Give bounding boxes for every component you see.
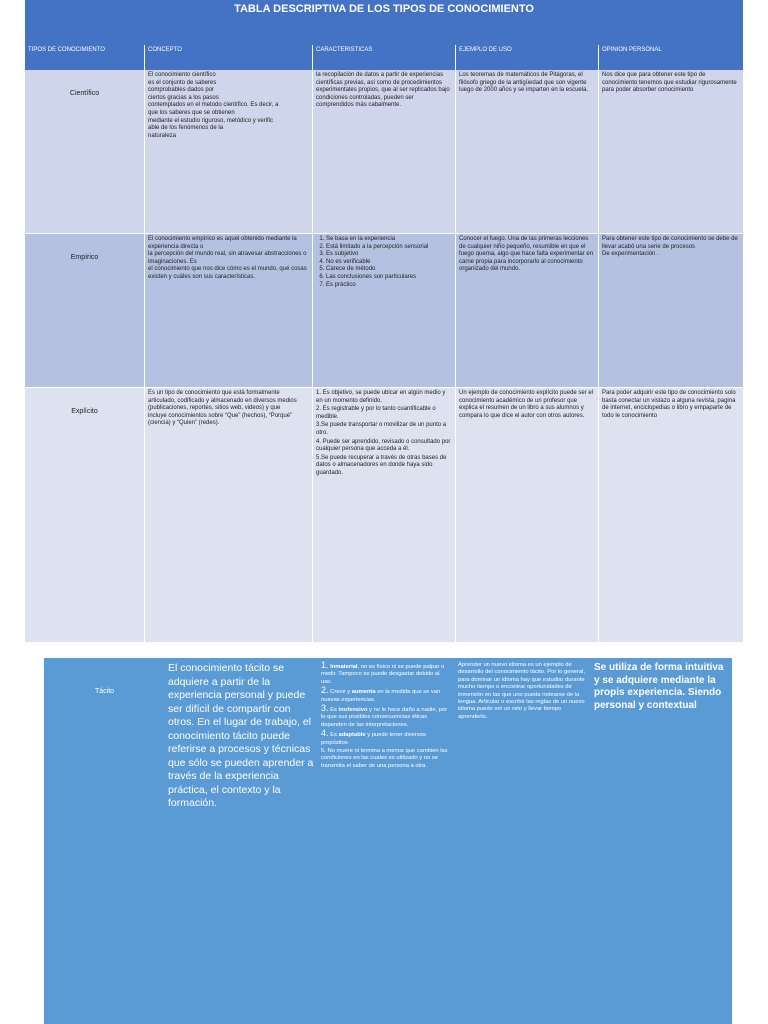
- opinion-tacito: Se utiliza de forma intuitiva y se adquiere mediante la propis experiencia. Siendo personal y contextual: [594, 662, 724, 711]
- opinion-cientifico: Nos dice que para obtener este tipo de conocimiento tenemos que estudiar rigurosamente para poder absorber conocimiento: [599, 70, 743, 234]
- list-item: 4. Es adaptable y puede tener diversos propósitos: [321, 728, 426, 746]
- list-item: 5. No muere ni termina a menos que cambien las condiciones en las cuales es utilizado y no se transmita el saber de una persona a otra.: [321, 748, 448, 769]
- list-item: 1. Es objetivo, se puede ubicar en algún medio y en un momento definido.: [316, 390, 446, 404]
- concepto-cientifico: El conocimiento científico es el conjunto de saberes comprobables dados por ciertos gracias a los pasos contemplados en el metodo científico. Es decir, a que los saberes que se obtienen mediante el estudio riguroso, metódico y verific able de los fenómenos de la naturaleza: [145, 70, 313, 234]
- type-label-empirico: Empírico: [25, 234, 145, 388]
- header-caracteristicas: CARACTERISTICAS: [313, 45, 456, 70]
- caracteristicas-tacito: [318, 658, 455, 1024]
- table-row-explicito: [25, 388, 743, 642]
- ejemplo-tacito: Aprender un nuevo idioma es un ejemplo de desarrollo del conocimiento tácito. Por lo general, para dominar un idioma hay que estudiar durante mucho tiempo o encontrar oportunidades de inmersión en las que uno pueda rodearse de la lengua. Articular o escribir las reglas de un nuevo idioma puede ser un reto y llevar tiempo aprenderlo.: [458, 662, 585, 720]
- opinion-explicito: Para poder adquirir este tipo de conocimiento solo basta conectar un vistazo a alguna revista, pagina de internet, enciclopedias o libro y empaparte de todo le conocimiento: [599, 388, 743, 642]
- caracteristicas-empirico-list: [316, 236, 452, 289]
- opinion-empirico: Para obtener este tipo de conocimiento se debe de llevar acabó una serie de procesos De experimentación .: [599, 234, 743, 388]
- table-title: TABLA DESCRIPTIVA DE LOS TIPOS DE CONOCIMIENTO: [25, 0, 743, 45]
- list-item: 2. Está limitado a la percepción sensorial: [326, 244, 452, 252]
- ejemplo-explicito: Un ejemplo de conocimiento explícito puede ser el conocimiento académico de un profesor que explica el resumen de un libro a sus alumnos y compara lo que dice el autor con otros autores.: [456, 388, 599, 642]
- list-item: 7. Es práctico: [326, 282, 452, 290]
- header-tipos: TIPOS DE CONOCIMIENTO: [25, 45, 145, 70]
- table-row-empirico: [25, 234, 743, 388]
- concepto-tacito: El conocimiento tácito se adquiere a partir de la experiencia personal y puede ser difícil de compartir con otros. En el lugar de trabajo, el conocimiento tácito puede referirse a procesos y técnicas que sólo se pueden aprender a través de la experiencia práctica, el contexto y la formación.: [168, 662, 314, 809]
- table-row-cientifico: [25, 70, 743, 234]
- type-label-tacito: Tácito: [94, 688, 115, 695]
- header-concepto: CONCEPTO: [145, 45, 313, 70]
- ejemplo-empirico: Conocer el fuego. Una de las primeras lecciones de cualquier niño pequeño, resumible en que el fuego quema, algo que hace falta experimentar en carne propia para incorporarlo al conocimiento organizado del mundo.: [456, 234, 599, 388]
- knowledge-table: [25, 0, 743, 642]
- type-label-explicito: Explícito: [25, 388, 145, 642]
- concepto-explicito: Es un tipo de conocimiento que está formalmente articulado, codificado y almacenado en diversos medios (publicaciones, reportes, sitios web, videos) y que incluye conocimientos sobre “Que” (hechos), “Porqué” (ciencia) y “Quien” (redes).: [145, 388, 313, 642]
- list-item: 1. Se basa en la experiencia: [326, 236, 452, 244]
- ejemplo-cientifico: Los teoremas de matemáticos de Pitágoras, el filósofo griego de la antigüedad que son vigente luego de 2000 años y se imparten en la escuela.: [456, 70, 599, 234]
- list-item: 3. Es subjetivo: [326, 251, 452, 259]
- concepto-empirico: El conocimiento empírico es aquel obtenido mediante la experiencia directa o la percepción del mundo real, sin atravesar abstracciones o imaginaciones. Es el conocimiento que nos dice cómo es el mundo, qué cosas existen y cuáles son sus características.: [145, 234, 313, 388]
- list-item: 3. Es inofensivo y no le hace daño a nadie, por lo que sus posibles consecuencias éticas dependen de las interpretaciones.: [321, 703, 448, 728]
- list-item: 2. Crece y aumenta en la medida que se van nuevas experiencias.: [321, 685, 441, 703]
- header-ejemplo: EJEMPLO DE USO: [456, 45, 599, 70]
- list-item: 5. Carece de método: [326, 266, 452, 274]
- tacito-table: [44, 658, 732, 1024]
- list-item: 1. Inmaterial, no es físico ni se puede palpar o medir. Tampoco se puede desgastar debido al uso.: [321, 660, 445, 685]
- list-item: 3.Se puede transportar o movilizar de un punto a otro.: [316, 422, 447, 436]
- table-header-row: [25, 45, 743, 70]
- type-label-cientifico: Científico: [25, 70, 145, 234]
- caracteristicas-empirico: [313, 234, 456, 388]
- list-item: 6. Las conclusiones son particulares: [326, 274, 452, 282]
- list-item: 2. Es registrable y por lo tanto cuantificable o medible.: [316, 406, 436, 420]
- header-opinion: OPINION PERSONAL: [602, 47, 662, 53]
- caracteristicas-explicito: [313, 388, 456, 642]
- list-item: 4. No es verificable: [326, 259, 452, 267]
- list-item: 5.Se puede recuperar a través de otras bases de datos o almacenadores en donde haya sido guardado.: [316, 454, 447, 476]
- list-item: 4. Puede ser aprendido, revisado o consultado por cualquier persona que acceda a él.: [316, 438, 451, 453]
- caracteristicas-cientifico: la recopilación de datos a partir de experiencias científicas previas, así como de procedimientos experimentales propios, que al ser replicados bajo condiciones controladas, pueden ser comprendidos más cabalmente.: [313, 70, 456, 234]
